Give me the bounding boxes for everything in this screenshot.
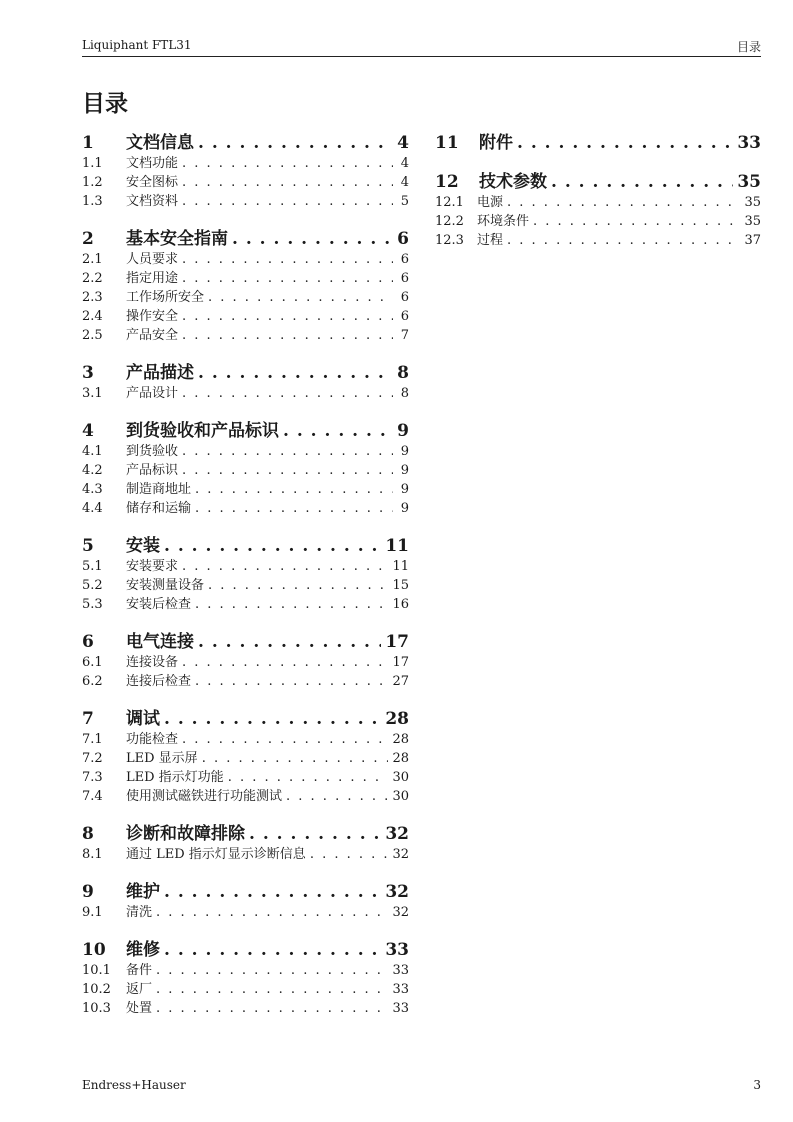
section-number: 7.4 [82,789,103,804]
section-number: 1.3 [82,194,103,209]
dot-leader [164,536,381,556]
section-title: 指定用途 [126,271,179,286]
section-page: 27 [392,674,409,689]
page-number: 3 [753,1078,761,1092]
section-title: 产品设计 [126,386,179,401]
section-number: 9.1 [82,905,103,920]
toc-section-entry[interactable] [82,286,409,305]
section-number: 6.1 [82,655,103,670]
dot-leader [198,363,393,383]
chapter-number: 3 [82,363,94,383]
chapter-page: 35 [737,172,761,192]
section-page: 4 [400,156,409,171]
chapter-number: 11 [435,133,459,153]
section-title: 清洗 [126,905,153,920]
section-number: 2.2 [82,271,103,286]
section-number: 5.2 [82,578,103,593]
toc-section-entry[interactable] [82,959,409,978]
toc-chapter-entry[interactable] [435,167,761,191]
chapter-number: 2 [82,229,94,249]
toc-section-entry[interactable] [82,190,409,209]
chapter-number: 1 [82,133,94,153]
dot-leader [164,940,381,960]
chapter-title: 维修 [126,940,160,960]
dot-leader [551,172,733,192]
section-title: 环境条件 [477,214,530,229]
section-number: 5.1 [82,559,103,574]
dot-leader [156,1001,388,1016]
dot-leader [164,709,381,729]
toc-section-entry[interactable] [82,766,409,785]
section-title: 处置 [126,1001,153,1016]
section-page: 9 [400,463,409,478]
section-number: 4.4 [82,501,103,516]
section-page: 28 [392,751,409,766]
section-title: 备件 [126,963,153,978]
section-title: 通过 LED 指示灯显示诊断信息 [126,847,306,862]
toc-chapter-entry[interactable] [82,224,409,248]
dot-leader [195,674,388,689]
section-page: 9 [400,482,409,497]
chapter-page: 33 [385,940,409,960]
chapter-number: 7 [82,709,94,729]
toc-section-entry[interactable] [82,305,409,324]
section-page: 35 [744,195,761,210]
chapter-title: 产品描述 [126,363,194,383]
section-number: 4.2 [82,463,103,478]
section-title: 到货验收 [126,444,179,459]
section-number: 6.2 [82,674,103,689]
section-page: 33 [392,1001,409,1016]
dot-leader [182,309,393,324]
chapter-title: 技术参数 [479,172,547,192]
section-page: 7 [400,328,409,343]
section-page: 6 [400,271,409,286]
section-number: 1.2 [82,175,103,190]
section-page: 5 [400,194,409,209]
section-number: 5.3 [82,597,103,612]
section-title: 人员要求 [126,252,179,267]
toc-section-entry[interactable] [435,229,761,248]
toc-section-entry[interactable] [82,440,409,459]
toc-chapter-entry[interactable] [82,627,409,651]
dot-leader [198,133,393,153]
chapter-number: 5 [82,536,94,556]
toc-chapter-entry[interactable] [82,358,409,382]
section-title: LED 显示屏 [126,751,198,766]
section-number: 10.2 [82,982,111,997]
section-page: 16 [392,597,409,612]
dot-leader [310,847,389,862]
section-title: 安装测量设备 [126,578,205,593]
dot-leader [182,175,393,190]
section-number: 4.3 [82,482,103,497]
toc-chapter [82,358,409,401]
section-title: LED 指示灯功能 [126,770,224,785]
chapter-page: 4 [397,133,409,153]
dot-leader [198,632,381,652]
dot-leader [156,905,388,920]
toc-chapter [82,877,409,920]
chapter-title: 附件 [479,133,513,153]
section-title: 工作场所安全 [126,290,205,305]
dot-leader [533,214,740,229]
toc-section-entry[interactable] [435,210,761,229]
chapter-number: 9 [82,882,94,902]
section-number: 7.3 [82,770,103,785]
product-name: Liquiphant FTL31 [82,38,192,52]
section-title: 使用测试磁铁进行功能测试 [126,789,283,804]
dot-leader [182,444,393,459]
chapter-page: 17 [385,632,409,652]
section-page: 32 [392,905,409,920]
chapter-number: 10 [82,940,106,960]
section-number: 4.1 [82,444,103,459]
section-page: 17 [392,655,409,670]
section-title: 电源 [477,195,504,210]
toc-column-left [82,128,409,1031]
chapter-title: 调试 [126,709,160,729]
dot-leader [195,501,393,516]
section-title: 安装后检查 [126,597,192,612]
chapter-title: 安装 [126,536,160,556]
toc-chapter [82,704,409,804]
section-title: 文档功能 [126,156,179,171]
dot-leader [208,578,388,593]
section-page: 8 [400,386,409,401]
toc-chapter-entry[interactable] [82,877,409,901]
toc-section-entry[interactable] [82,593,409,612]
section-page: 37 [744,233,761,248]
toc-chapter-entry[interactable] [82,128,409,152]
toc-section-entry[interactable] [82,670,409,689]
section-page: 4 [400,175,409,190]
section-page: 6 [400,309,409,324]
section-number: 7.2 [82,751,103,766]
toc-chapter [82,531,409,612]
section-number: 3.1 [82,386,103,401]
page-header [82,36,761,57]
section-number: 2.5 [82,328,103,343]
section-number: 12.1 [435,195,464,210]
dot-leader [182,732,388,747]
section-page: 6 [400,252,409,267]
dot-leader [228,770,389,785]
section-number: 2.4 [82,309,103,324]
toc-section-entry[interactable] [82,171,409,190]
section-number: 2.3 [82,290,103,305]
toc-chapter-entry[interactable] [82,531,409,555]
dot-leader [164,882,381,902]
section-page: 33 [392,963,409,978]
toc-chapter [82,627,409,689]
toc-section-entry[interactable] [82,997,409,1016]
chapter-page: 9 [397,421,409,441]
section-name: 目录 [736,40,761,54]
dot-leader [156,982,388,997]
dot-leader [182,463,393,478]
section-title: 安装要求 [126,559,179,574]
toc-chapter [82,416,409,516]
section-title: 操作安全 [126,309,179,324]
section-page: 6 [400,290,409,305]
toc-section-entry[interactable] [82,248,409,267]
section-number: 8.1 [82,847,103,862]
toc-section-entry[interactable] [82,747,409,766]
dot-leader [517,133,733,153]
chapter-title: 电气连接 [126,632,194,652]
chapter-title: 维护 [126,882,160,902]
section-title: 功能检查 [126,732,179,747]
dot-leader [182,559,388,574]
section-title: 储存和运输 [126,501,192,516]
toc-chapter [82,935,409,1016]
toc-chapter-entry[interactable] [82,704,409,728]
dot-leader [182,156,393,171]
chapter-number: 6 [82,632,94,652]
section-title: 产品标识 [126,463,179,478]
section-number: 1.1 [82,156,103,171]
toc-chapter-entry[interactable] [82,935,409,959]
chapter-page: 6 [397,229,409,249]
section-title: 连接设备 [126,655,179,670]
section-page: 15 [392,578,409,593]
section-number: 7.1 [82,732,103,747]
toc-section-entry[interactable] [82,267,409,286]
dot-leader [208,290,393,305]
chapter-title: 到货验收和产品标识 [126,421,279,441]
toc-section-entry[interactable] [82,555,409,574]
toc-section-entry[interactable] [82,843,409,862]
toc-section-entry[interactable] [82,459,409,478]
dot-leader [182,271,393,286]
toc-section-entry[interactable] [435,191,761,210]
brand-name: Endress+Hauser [82,1078,186,1092]
section-number: 12.3 [435,233,464,248]
toc-section-entry[interactable] [82,478,409,497]
dot-leader [507,233,740,248]
dot-leader [195,482,393,497]
dot-leader [195,597,388,612]
dot-leader [202,751,389,766]
dot-leader [249,824,381,844]
section-title: 连接后检查 [126,674,192,689]
chapter-page: 28 [385,709,409,729]
chapter-number: 8 [82,824,94,844]
section-number: 12.2 [435,214,464,229]
dot-leader [182,386,393,401]
section-page: 28 [392,732,409,747]
section-title: 过程 [477,233,504,248]
dot-leader [286,789,388,804]
toc-section-entry[interactable] [82,901,409,920]
toc-chapter [82,819,409,862]
section-title: 文档资料 [126,194,179,209]
section-title: 安全图标 [126,175,179,190]
section-page: 30 [392,770,409,785]
toc-section-entry[interactable] [82,152,409,171]
toc-section-entry[interactable] [82,382,409,401]
chapter-title: 文档信息 [126,133,194,153]
toc-section-entry[interactable] [82,728,409,747]
chapter-title: 基本安全指南 [126,229,228,249]
toc-section-entry[interactable] [82,497,409,516]
toc-section-entry[interactable] [82,785,409,804]
toc-chapter [82,224,409,343]
chapter-page: 8 [397,363,409,383]
dot-leader [182,655,388,670]
dot-leader [283,421,393,441]
section-number: 10.1 [82,963,111,978]
toc-section-entry[interactable] [82,324,409,343]
chapter-page: 32 [385,882,409,902]
page-title: 目录 [82,90,128,117]
section-page: 35 [744,214,761,229]
chapter-title: 诊断和故障排除 [126,824,245,844]
section-number: 2.1 [82,252,103,267]
section-page: 11 [392,559,409,574]
dot-leader [232,229,393,249]
section-title: 产品安全 [126,328,179,343]
dot-leader [507,195,740,210]
section-page: 30 [392,789,409,804]
dot-leader [182,328,393,343]
section-page: 32 [392,847,409,862]
chapter-page: 32 [385,824,409,844]
toc-chapter-entry[interactable] [435,128,761,152]
section-number: 10.3 [82,1001,111,1016]
section-page: 33 [392,982,409,997]
section-title: 制造商地址 [126,482,192,497]
toc-chapter [435,167,761,248]
toc-chapter-entry[interactable] [82,819,409,843]
toc-column-right [435,128,761,263]
section-page: 9 [400,501,409,516]
section-title: 返厂 [126,982,153,997]
dot-leader [182,252,393,267]
toc-section-entry[interactable] [82,978,409,997]
dot-leader [156,963,388,978]
toc-chapter [82,128,409,209]
toc-section-entry[interactable] [82,651,409,670]
toc-chapter-entry[interactable] [82,416,409,440]
chapter-number: 4 [82,421,94,441]
dot-leader [182,194,393,209]
toc-section-entry[interactable] [82,574,409,593]
chapter-page: 33 [737,133,761,153]
section-page: 9 [400,444,409,459]
chapter-number: 12 [435,172,459,192]
toc-chapter [435,128,761,152]
chapter-page: 11 [385,536,409,556]
